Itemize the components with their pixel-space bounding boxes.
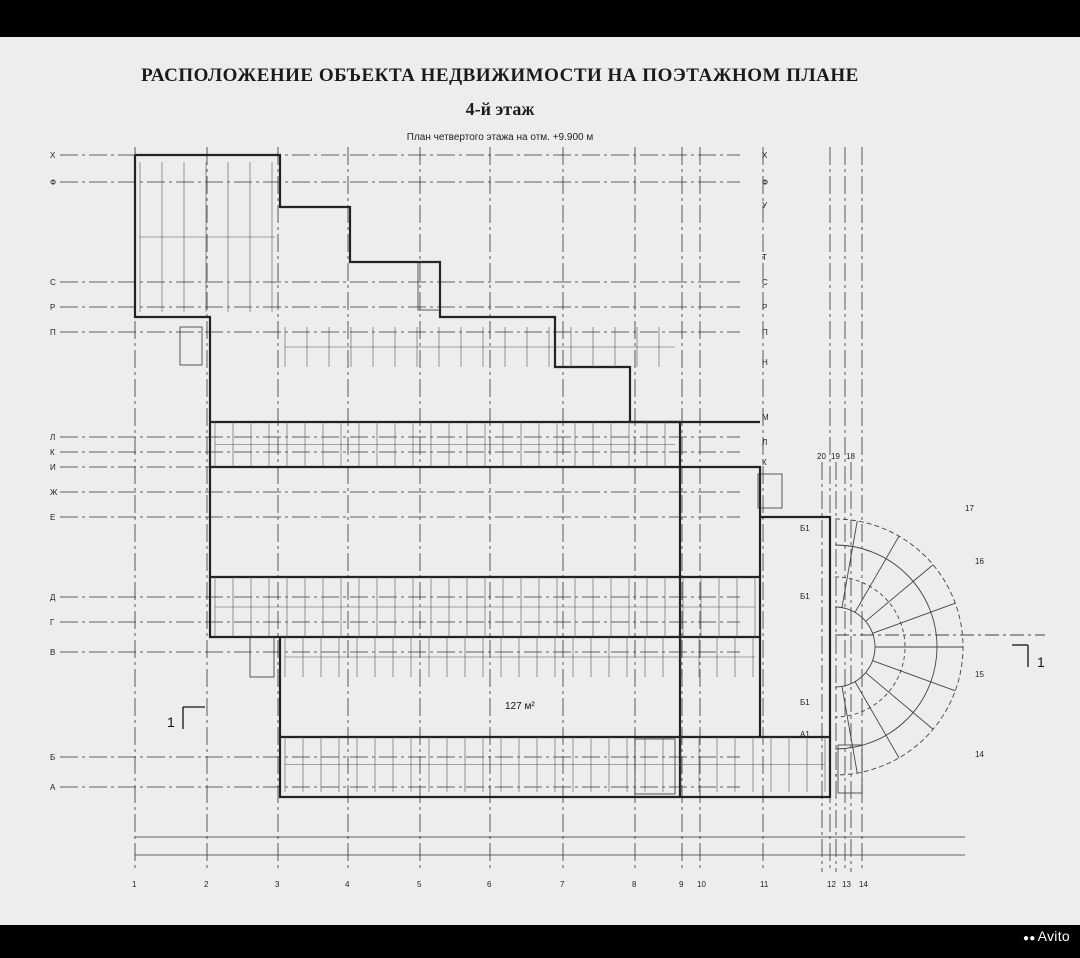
stair-4: [758, 474, 782, 508]
right-axis-label: Л: [762, 438, 768, 447]
left-axis-label: А: [50, 783, 56, 792]
rotunda-ray: [866, 673, 933, 730]
top-right-axis-label: 20: [817, 452, 826, 461]
building-walls: [135, 155, 830, 797]
floor-label: 4-й этаж: [465, 99, 535, 119]
right-axis-label: Х: [762, 151, 768, 160]
rotunda-ray: [855, 682, 899, 758]
right-axis-label: П: [762, 328, 768, 337]
bottom-axis-label: 3: [275, 880, 280, 889]
arc-label: 17: [965, 504, 974, 513]
dimension-lines: [135, 837, 965, 855]
section-mark-right: [1012, 645, 1028, 667]
bottom-axis-label: 4: [345, 880, 350, 889]
area-label: 127 м²: [505, 701, 535, 712]
axis-grid: [60, 147, 862, 872]
right-axis-label: Р: [762, 303, 768, 312]
arc-label: 15: [975, 670, 984, 679]
left-axis-label: Г: [50, 618, 55, 627]
bottom-axis-label: 1: [132, 880, 137, 889]
bottom-axis-label: 6: [487, 880, 492, 889]
bottom-axis-label: 13: [842, 880, 851, 889]
outer-wall: [135, 155, 830, 797]
plan-caption: План четвертого этажа на отм. +9.900 м: [406, 132, 594, 143]
watermark-text: Avito: [1037, 928, 1070, 944]
stair-1: [180, 327, 202, 365]
axis-labels: [50, 151, 984, 889]
stair-2: [418, 262, 440, 310]
left-axis-label: Х: [50, 151, 56, 160]
section-mark-right-label: 1: [1037, 654, 1045, 670]
bottom-axis-label: 7: [560, 880, 565, 889]
bottom-axis-label: 10: [697, 880, 706, 889]
bottom-axis-label: 5: [417, 880, 422, 889]
room-partitions: [140, 162, 825, 792]
arc-label: 14: [975, 750, 984, 759]
bottom-axis-label: 8: [632, 880, 637, 889]
document-title: РАСПОЛОЖЕНИЕ ОБЪЕКТА НЕДВИЖИМОСТИ НА ПОЭТАЖНОМ ПЛАНЕ: [141, 65, 859, 86]
plan-sheet: [0, 37, 1080, 925]
left-axis-label: Е: [50, 513, 56, 522]
bottom-axis-label: 2: [204, 880, 209, 889]
rotunda-ray: [842, 521, 857, 608]
column-label: Б1: [800, 698, 810, 707]
bottom-axis-label: 11: [760, 880, 769, 889]
left-axis-label: Р: [50, 303, 56, 312]
rotunda-ray: [873, 661, 956, 691]
column-label: А1: [800, 730, 810, 739]
left-axis-label: С: [50, 278, 56, 287]
rotunda-ray: [873, 603, 956, 633]
column-label: Б1: [800, 524, 810, 533]
bottom-axis-label: 9: [679, 880, 684, 889]
top-right-axis-label: 18: [846, 452, 855, 461]
left-axis-label: Л: [50, 433, 56, 442]
right-axis-label: С: [762, 278, 768, 287]
right-axis-label: Т: [762, 253, 767, 262]
stair-3: [250, 637, 274, 677]
left-axis-label: Ф: [50, 178, 57, 187]
rotunda: [835, 519, 1045, 775]
left-axis-label: П: [50, 328, 56, 337]
left-axis-label: Ж: [50, 488, 58, 497]
bottom-axis-label: 14: [859, 880, 868, 889]
bottom-axis-label: 12: [827, 880, 836, 889]
right-axis-label: У: [762, 201, 768, 210]
left-axis-label: К: [50, 448, 55, 457]
top-right-axis-label: 19: [831, 452, 840, 461]
rotunda-ray: [842, 686, 857, 773]
left-axis-label: Д: [50, 593, 56, 602]
section-mark-left: [183, 707, 205, 729]
floor-plan-drawing: [0, 37, 1080, 925]
column-label: Б1: [800, 592, 810, 601]
right-axis-label: М: [762, 413, 769, 422]
left-axis-label: В: [50, 648, 56, 657]
stair-5: [635, 739, 675, 794]
right-axis-label: К: [762, 458, 767, 467]
right-axis-label: Н: [762, 358, 768, 367]
left-axis-label: И: [50, 463, 56, 472]
avito-logo-icon: ●●: [1022, 933, 1036, 944]
right-axis-label: Ф: [762, 178, 769, 187]
stair-6: [838, 745, 862, 793]
arc-label: 16: [975, 557, 984, 566]
rotunda-ray: [866, 565, 933, 622]
left-axis-label: Б: [50, 753, 56, 762]
section-mark-left-label: 1: [167, 714, 175, 730]
avito-watermark: [1023, 928, 1070, 944]
